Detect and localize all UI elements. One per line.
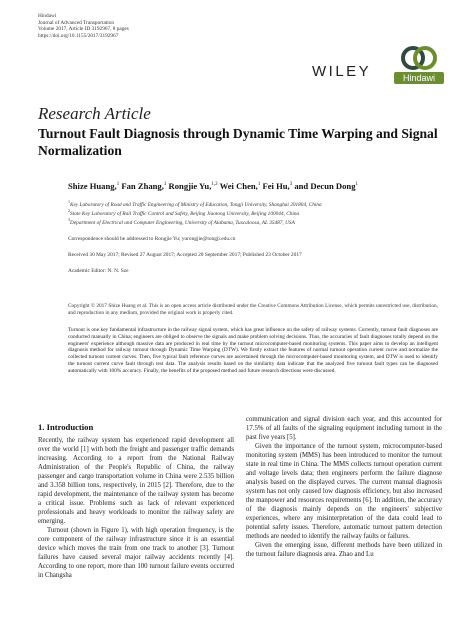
author[interactable] — [262, 181, 292, 191]
author-name: Fan Zhang, — [121, 181, 164, 191]
correspondence: Correspondence should be addressed to Rongjie Yu; yurongjie@tongji.edu.cn — [68, 236, 236, 242]
paragraph: Turnout (shown in Figure 1), with high operation frequency, is the core component of the railway infrastructure since it is an essential device which moves the train from one track to another [3]. Turnout failures have caused several major railway accidents recently [4]. According to one report, more than 100 turnout failure events occurred in Changsha — [38, 527, 234, 579]
body-column-left — [38, 436, 234, 580]
author[interactable] — [121, 181, 166, 191]
author-name: and Decun Dong — [294, 181, 356, 191]
wiley-logo-text: WILEY — [312, 63, 372, 80]
affiliation-3 — [68, 217, 295, 226]
article-type: Research Article — [38, 104, 151, 123]
affiliation-mark: 2 — [68, 208, 70, 213]
body-column-right — [246, 415, 442, 559]
affiliation-mark: 3 — [68, 217, 70, 222]
article-title: Turnout Fault Diagnosis through Dynamic Time Warping and Signal Normalization — [38, 126, 438, 158]
abstract: Turnout is one key fundamental infrastructure in the railway signal system, which has great influence on the safety of railway systems. Currently, turnout fault diagnoses are conducted manually in China; engineers are obliged to observe the signals and make problem solving decisions. Thus, the accuracies of fault diagnoses totally depend on the engineers' experience although massive data are produced in real time by the turnout microcomputer-based monitoring systems. This paper aims to develop an intelligent diagnosis method for railway turnout through Dynamic Time Warping (DTW). We firstly extract the features of normal turnout operation current curve and normalize the collected turnout current curves. Then, five typical fault reference curves are ascertained through the microcomputer-based monitoring system, and DTW is used to identify the turnout current curve fault through test data. The analysis results based on the similarity data indicate that the analyzed five turnout fault types can be diagnosed automatically with 100% accuracy. Finally, the benefits of the proposed method and future research directions were discussed. — [68, 327, 438, 374]
paragraph: communication and signal division each year, and this accounted for 17.5% of all faults of the signaling equipment including turnout in the past five years [5]. — [246, 416, 442, 441]
affiliation-text: State Key Laboratory of Rail Traffic Control and Safety, Beijing Jiaotong University, Beijing 100044, China — [70, 210, 300, 217]
author-affiliation-mark: 1 — [163, 182, 167, 188]
affiliation-text: Department of Electrical and Computer Engineering, University of Alabama, Tuscaloosa, AL 35487, USA — [70, 219, 295, 226]
affiliation-mark: 1 — [68, 199, 70, 204]
author-name: Rongjie Yu, — [168, 181, 212, 191]
section-heading-introduction: 1. Introduction — [38, 422, 94, 432]
hindawi-logo-label: Hindawi — [394, 72, 444, 84]
author-affiliation-mark: 1 — [257, 182, 261, 188]
author-affiliation-mark: 3 — [289, 182, 293, 188]
author-list — [68, 181, 358, 191]
author-name: Shize Huang, — [68, 181, 117, 191]
affiliation-1 — [68, 199, 322, 208]
paragraph: Given the emerging issue, different methods have been utilized in the turnout failure diagnosis area. Zhao and Lu — [246, 542, 442, 558]
journal-name: Journal of Advanced Transportation — [38, 19, 115, 26]
academic-editor: Academic Editor: N. N. Sze — [68, 268, 129, 274]
paragraph: Recently, the railway system has experienced rapid development all over the world [1] with both the freight and passenger traffic demands increasing. According to a report from the National Railway Administration of the People's Republic of China, the railway passenger and cargo transportation volume in China were 2.535 billion and 3.358 billion tons, respectively, in 2015 [2]. Therefore, due to the rapid development, the maintenance of the railway system has become a critical issue. Problems such as lack of relevant experienced professionals and heavy workloads to monitor the railway safety are emerging. — [38, 437, 234, 525]
author[interactable] — [294, 181, 358, 191]
journal-volume: Volume 2017, Article ID 3192967, 8 pages — [38, 26, 129, 33]
article-dates: Received 30 May 2017; Revised 27 August 2017; Accepted 20 September 2017; Published 23 October 2017 — [68, 252, 302, 258]
author-name: Fei Hu, — [262, 181, 290, 191]
author[interactable] — [169, 181, 218, 191]
author-affiliation-mark: 1,2 — [211, 182, 218, 188]
copyright-notice: Copyright © 2017 Shize Huang et al. This is an open access article distributed under the Creative Commons Attribution License, which permits unrestricted use, distribution, and reproduction in any medium, provided the original work is properly cited. — [68, 303, 438, 316]
author-affiliation-mark: 1 — [355, 182, 358, 188]
journal-info — [38, 13, 129, 39]
paragraph: Given the importance of the turnout system, microcomputer-based monitoring system (MMS) has been introduced to monitor the turnout state in real time in China. The MMS collects turnout operation current and voltage levels data; then engineers perform the failure diagnose analysis based on the displayed curves. The current manual diagnosis system has not only caused low diagnosis efficiency, but also increased the manpower and resources requirements [6]. In addition, the accuracy of the diagnosis mainly depends on the engineers' subjective experiences, where any misinterpretation of the data could lead to potential safety issues. Therefore, automatic turnout pattern detection methods are needed to identify the railway faults or failures. — [246, 443, 442, 540]
author-affiliation-mark: 1 — [116, 182, 120, 188]
affiliation-2 — [68, 208, 299, 217]
journal-publisher-line: Hindawi — [38, 13, 57, 19]
author[interactable] — [220, 181, 261, 191]
journal-doi-link[interactable]: https://doi.org/10.1155/2017/3192967 — [38, 32, 119, 39]
author[interactable] — [68, 181, 119, 191]
author-name: Wei Chen, — [219, 181, 258, 191]
affiliation-text: Key Laboratory of Road and Traffic Engineering of Ministry of Education, Tongji University, Shanghai 201804, China — [70, 201, 322, 208]
